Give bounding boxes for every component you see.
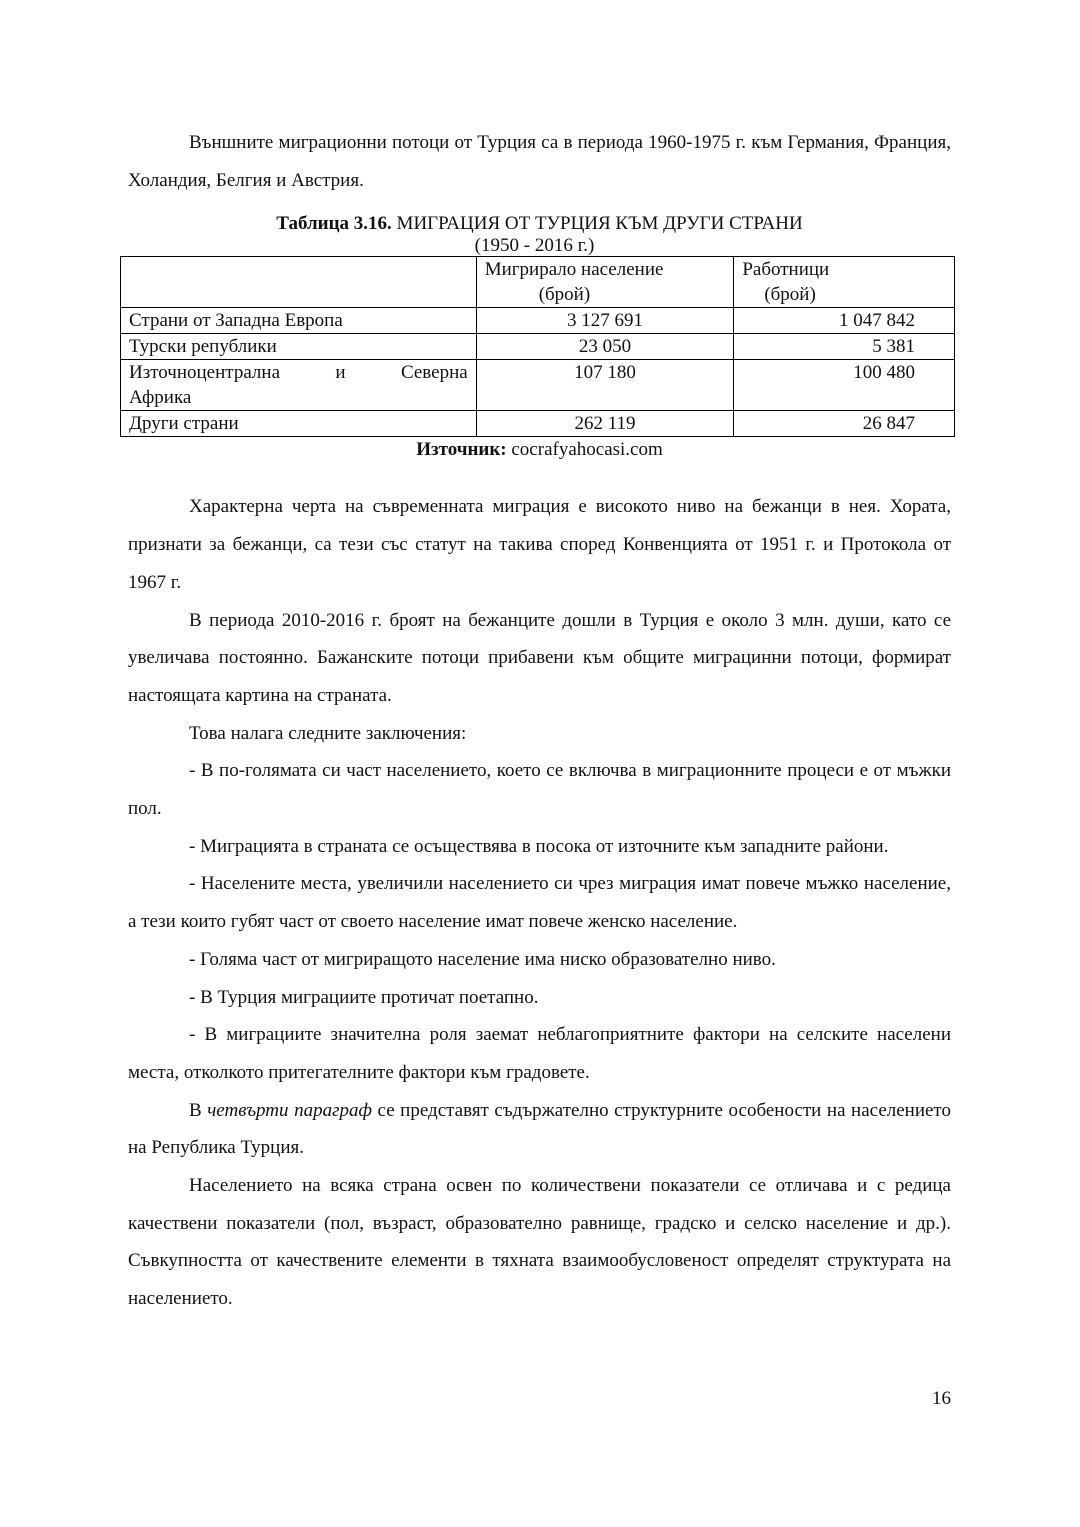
conclusion-item: - Миграцията в страната се осъществява в посока от източните към западните райони. [189, 835, 889, 857]
table-source [128, 437, 951, 463]
paragraph-italic-ref: четвърти параграф [207, 1099, 372, 1121]
table-row [121, 411, 955, 437]
table-title [128, 212, 951, 236]
table-header-row [121, 257, 955, 308]
paragraph-conclusions-intro: Това налага следните заключения: [189, 722, 467, 744]
conclusion-item: - В Турция миграциите протичат поетапно. [189, 986, 539, 1008]
row-label: Други страни [121, 411, 477, 437]
row-migrated: 23 050 [476, 334, 734, 360]
header-migrated-label: Мигрирало население [484, 259, 664, 281]
row-migrated: 107 180 [476, 360, 734, 411]
paragraph-refugee-count: В периода 2010-2016 г. броят на бежанците дошли в Турция е около 3 млн. души, като се увеличава постоянно. Бажанските потоци прибавени към общите миграцинни потоци, формират настоящата картина на страната. [128, 609, 951, 706]
header-workers-unit: (брой) [764, 284, 816, 306]
paragraph-population-structure: Населението на всяка страна освен по количествени показатели се отличава и с редица качествени показатели (пол, възраст, образователно равнище, градско и селско население и др.). Съвкупността от качествените елементи в тяхната взаимообусловеност определят структурата на населението. [128, 1175, 951, 1310]
table-row [121, 360, 955, 411]
row-label-line1 [129, 360, 468, 385]
source-value: cocrafyahocasi.com [506, 439, 663, 461]
header-migrated-unit: (брой) [538, 284, 591, 306]
table-title-number: Таблица 3.16. [276, 213, 392, 235]
page-number: 16 [932, 1388, 951, 1409]
paragraph-refugees: Характерна черта на съвременната миграция е високото ниво на бежанци в нея. Хората, признати за бежанци, са тези със статут на такива според Конвенцията от 1951 г. и Протокола от 1967 г. [128, 496, 951, 593]
row-workers: 100 480 [734, 360, 955, 411]
row-label-line2: Африка [129, 387, 192, 409]
migration-table [120, 256, 955, 437]
paragraph-text: се представят съдържателно структурните особености на населението на Република Турция. [128, 1099, 951, 1159]
header-workers [734, 257, 955, 308]
row-workers: 5 381 [734, 334, 955, 360]
paragraph-fourth-section [128, 1092, 951, 1167]
document-page [128, 124, 951, 1318]
row-label [121, 360, 477, 411]
conclusion-item: - Населените места, увеличили населението си чрез миграция имат повече мъжко население, а тези които губят част от своето население имат повече женско население. [128, 873, 951, 933]
row-label: Страни от Западна Европа [121, 308, 477, 334]
conclusion-item: - Голяма част от мигриращото население има ниско образователно ниво. [189, 948, 776, 970]
header-workers-label: Работници [742, 259, 830, 281]
intro-paragraph: Външните миграционни потоци от Турция са в периода 1960-1975 г. към Германия, Франция, Холандия, Белгия и Австрия. [128, 132, 951, 191]
table-row [121, 334, 955, 360]
conclusion-item: - В по-голямата си част населението, което се включва в миграционните процеси е от мъжки пол. [128, 760, 951, 820]
row-migrated: 262 119 [476, 411, 734, 437]
row-label-word: и [335, 362, 346, 384]
row-migrated: 3 127 691 [476, 308, 734, 334]
row-workers: 1 047 842 [734, 308, 955, 334]
source-label: Източник: [416, 439, 507, 461]
header-migrated [476, 257, 734, 308]
table-title-text: МИГРАЦИЯ ОТ ТУРЦИЯ КЪМ ДРУГИ СТРАНИ [391, 213, 803, 235]
row-label-word: Северна [400, 362, 468, 384]
row-workers: 26 847 [734, 411, 955, 437]
conclusion-item: - В миграциите значителна роля заемат неблагоприятните фактори на селските населени места, отколкото притегателните фактори към градовете. [128, 1024, 951, 1083]
table-row [121, 308, 955, 334]
paragraph-text: В [189, 1099, 208, 1121]
row-label: Турски републики [121, 334, 477, 360]
row-label-word: Източноцентрална [129, 362, 280, 384]
table-subtitle: (1950 - 2016 г.) [474, 235, 595, 257]
header-empty-cell [121, 257, 477, 308]
